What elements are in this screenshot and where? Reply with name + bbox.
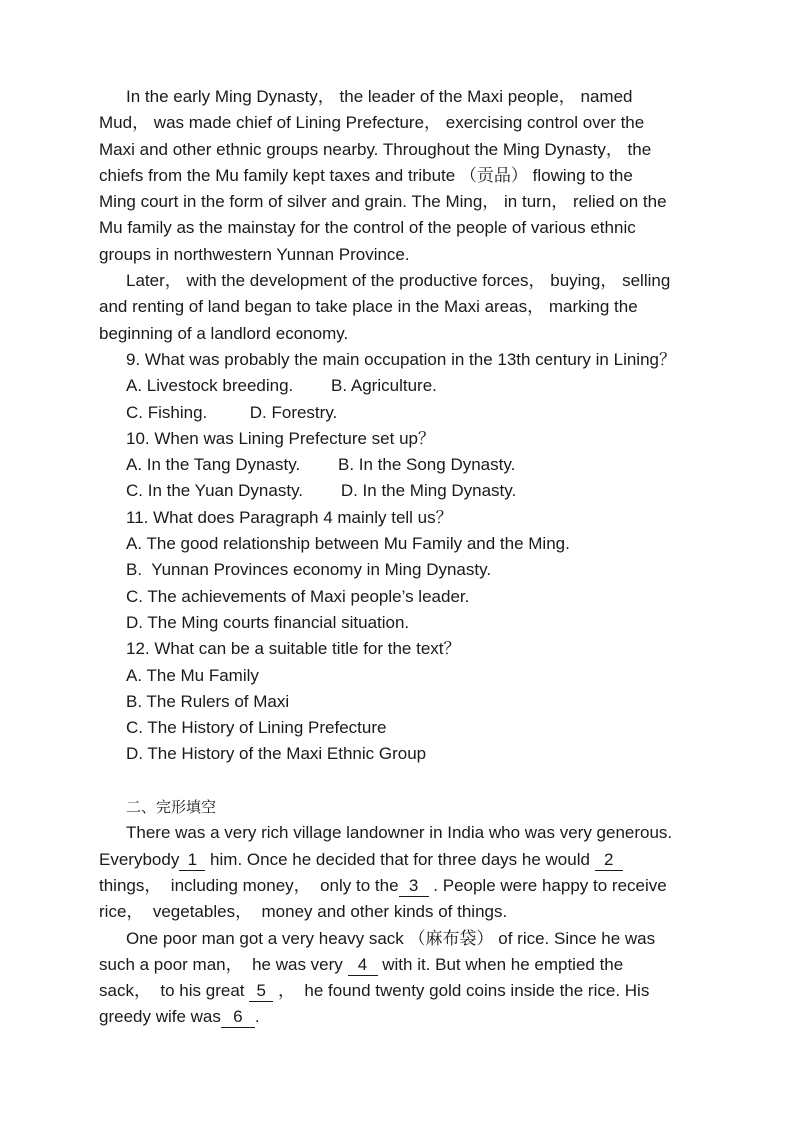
passage-line: Mu family as the mainstay for the control of the people of various ethnic	[99, 218, 636, 238]
passage-line: Later， with the development of the productive forces， buying， selling	[126, 271, 671, 291]
passage-line: Maxi and other ethnic groups nearby. Throughout the Ming Dynasty， the	[99, 139, 652, 159]
cloze-text: Everybody	[99, 849, 180, 869]
question-stem: 9. What was probably the main occupation in the 13th century in Lining？	[126, 349, 676, 369]
passage-line: In the early Ming Dynasty， the leader of the Maxi people， named	[126, 87, 633, 106]
cloze-line	[99, 1004, 719, 1030]
cloze-line	[99, 952, 719, 978]
cloze-line: There was a very rich village landowner in India who was very generous.	[126, 823, 673, 843]
question-option: D. The Ming courts financial situation.	[126, 612, 410, 632]
cloze-blank-2: 2	[595, 850, 623, 871]
question-option: A. Livestock breeding. B. Agriculture.	[126, 376, 437, 396]
section-heading-text: 二、完形填空	[126, 798, 217, 817]
cloze-text: with it. But when he emptied the	[377, 954, 624, 974]
cloze-text: such a poor man， he was very	[99, 954, 348, 974]
cloze-text: him. Once he decided that for three days he would	[205, 849, 595, 869]
cloze-line	[99, 873, 719, 899]
question-option: A. In the Tang Dynasty. B. In the Song Dynasty.	[126, 455, 516, 475]
cloze-text: . People were happy to receive	[428, 875, 667, 895]
cloze-text: sack， to his great	[99, 981, 250, 1001]
passage-line: chiefs from the Mu family kept taxes and tribute （贡品） flowing to the	[99, 165, 633, 185]
passage-line: and renting of land began to take place in the Maxi areas， marking the	[99, 297, 638, 317]
cloze-text: things， including money， only to the	[99, 875, 399, 895]
question-option: C. The achievements of Maxi people’s leader.	[126, 586, 470, 606]
question-option: B. Yunnan Provinces economy in Ming Dynasty.	[126, 560, 492, 580]
cloze-text: ， he found twenty gold coins inside the rice. His	[273, 981, 650, 1001]
question-option: C. In the Yuan Dynasty. D. In the Ming Dynasty.	[126, 481, 517, 501]
text-block	[99, 84, 719, 1031]
question-option: C. The History of Lining Prefecture	[126, 718, 387, 738]
cloze-line	[99, 847, 719, 873]
cloze-text: greedy wife was	[99, 1007, 221, 1027]
spacer	[99, 768, 719, 794]
cloze-text: .	[254, 1007, 260, 1027]
question-stem: 11. What does Paragraph 4 mainly tell us？	[126, 507, 453, 527]
question-option: B. The Rulers of Maxi	[126, 691, 290, 711]
passage-line: Mud， was made chief of Lining Prefecture， exercising control over the	[99, 113, 645, 133]
cloze-blank-3: 3	[399, 876, 429, 897]
question-option: C. Fishing. D. Forestry.	[126, 402, 338, 422]
question-stem: 10. When was Lining Prefecture set up？	[126, 428, 435, 448]
question-option: A. The good relationship between Mu Family and the Ming.	[126, 534, 570, 554]
cloze-blank-1: 1	[179, 850, 205, 871]
passage-line: groups in northwestern Yunnan Province.	[99, 244, 410, 264]
cloze-blank-6: 6	[221, 1007, 255, 1028]
cloze-blank-5: 5	[249, 981, 273, 1002]
passage-line: Ming court in the form of silver and grain. The Ming， in turn， relied on the	[99, 192, 667, 212]
question-option: A. The Mu Family	[126, 665, 259, 685]
cloze-line: One poor man got a very heavy sack （麻布袋） of rice. Since he was	[126, 928, 656, 948]
cloze-line	[99, 978, 719, 1004]
question-stem: 12. What can be a suitable title for the text？	[126, 639, 461, 659]
cloze-line: rice， vegetables， money and other kinds of things.	[99, 902, 508, 922]
passage-line: beginning of a landlord economy.	[99, 323, 349, 343]
cloze-blank-4: 4	[348, 955, 378, 976]
question-option: D. The History of the Maxi Ethnic Group	[126, 744, 427, 764]
section-heading	[99, 794, 719, 820]
